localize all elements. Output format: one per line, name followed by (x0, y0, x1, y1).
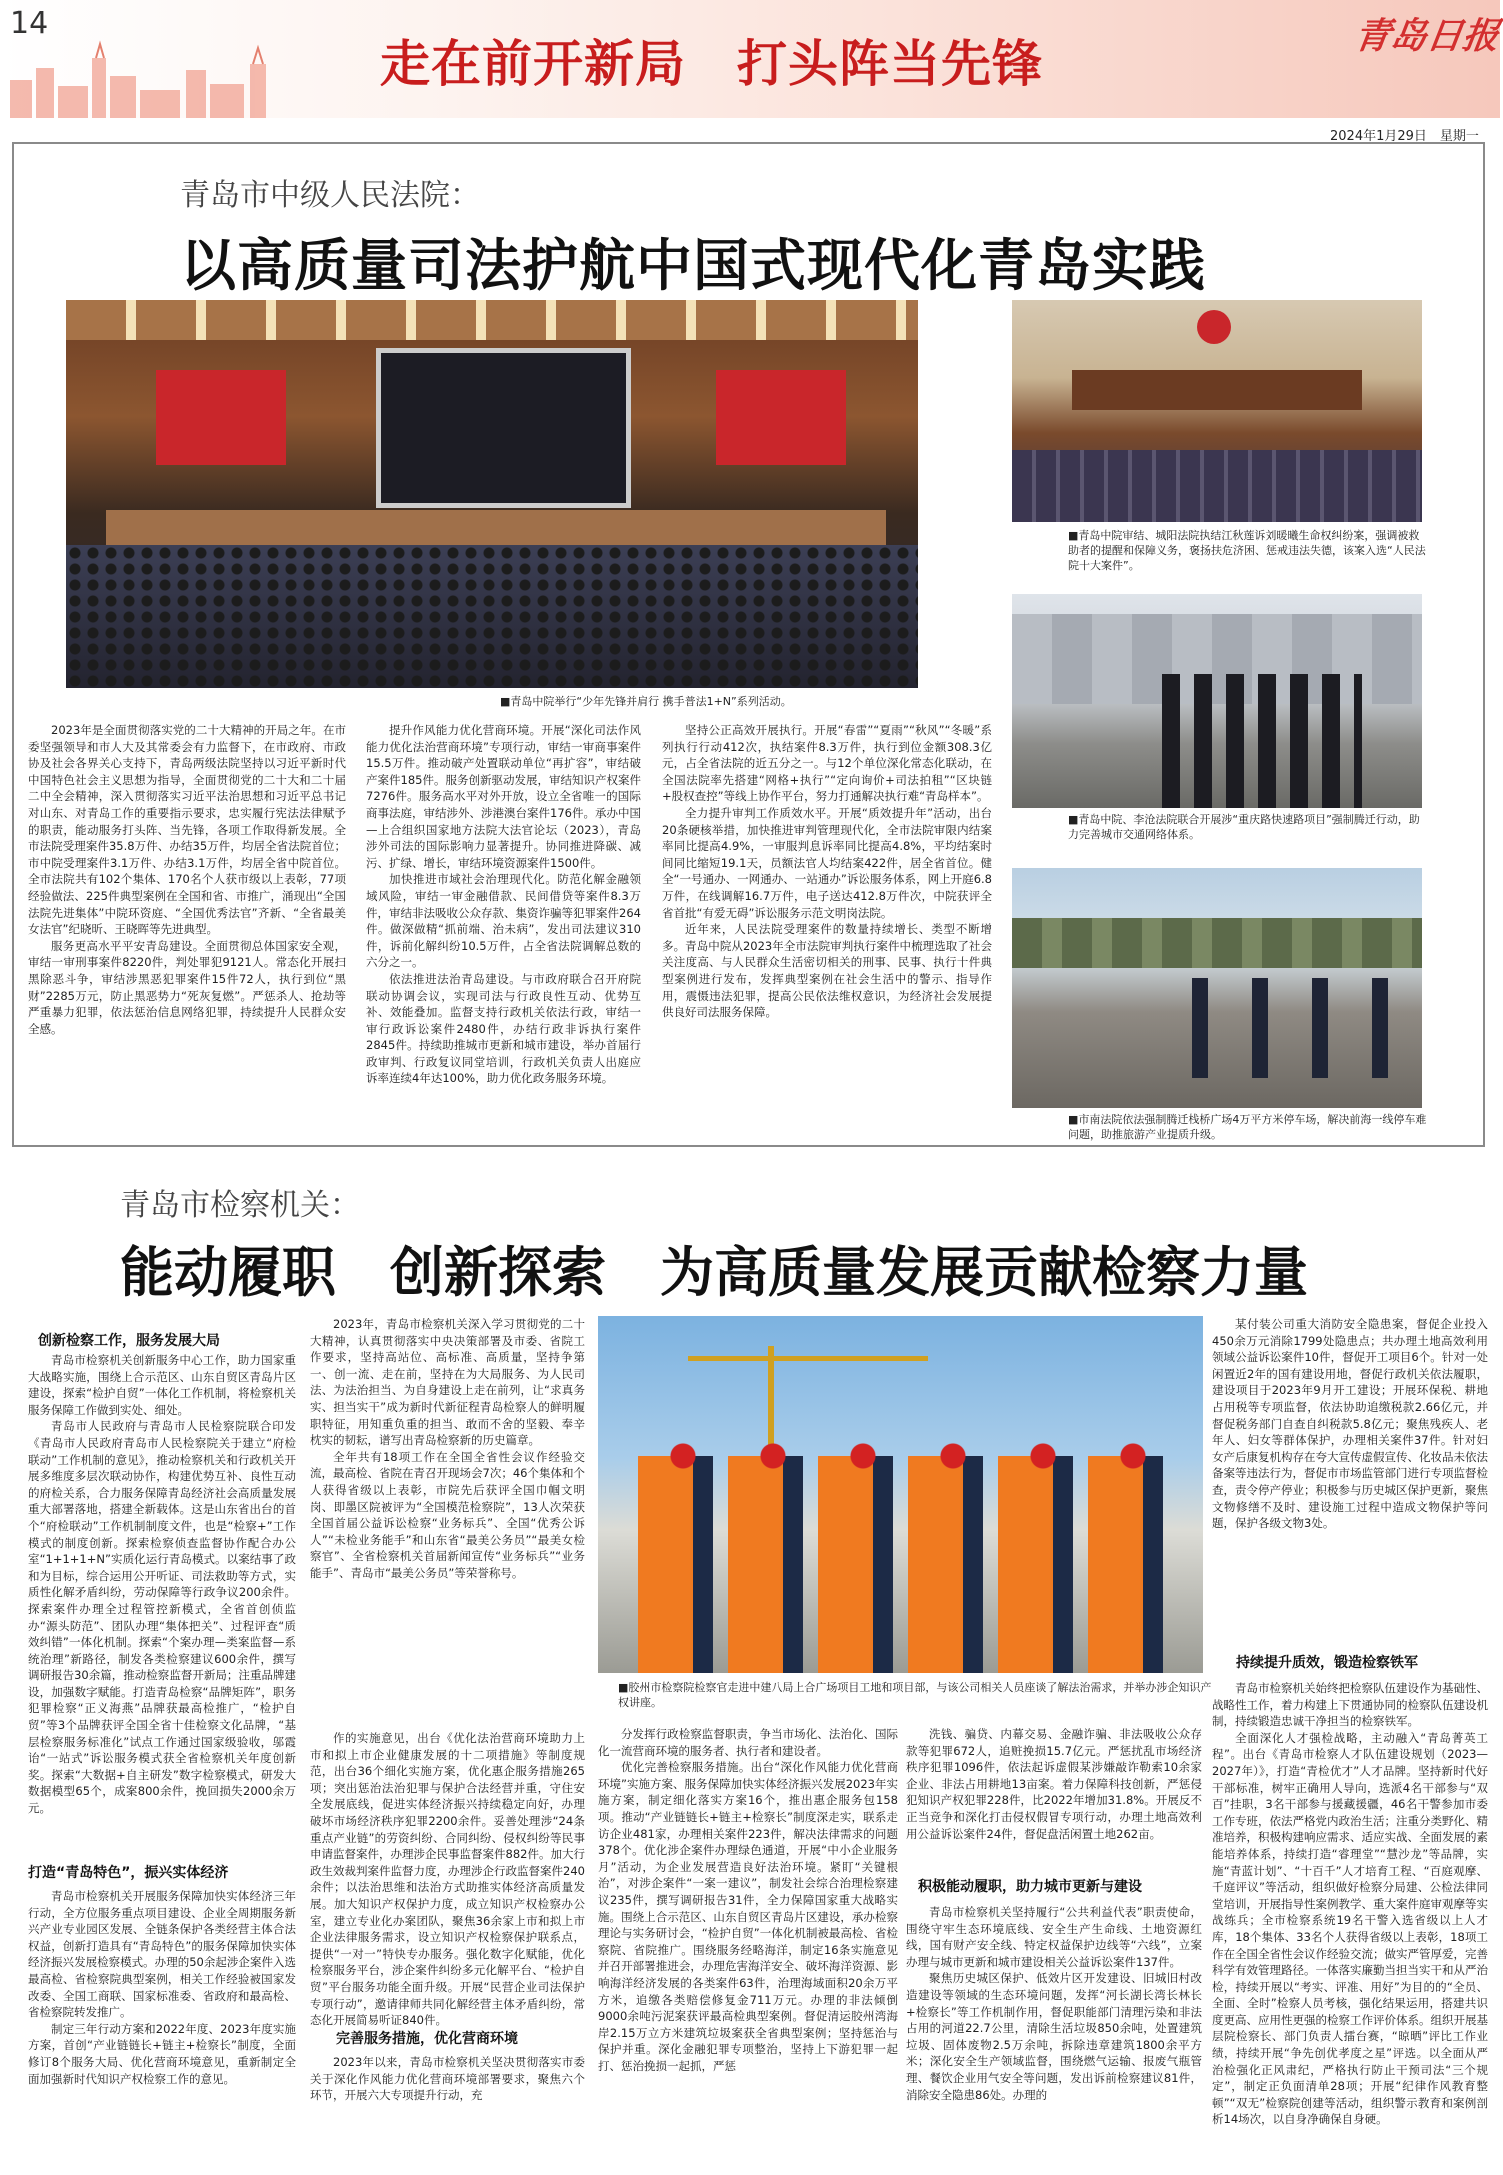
court-text-col-1: 2023年是全面贯彻落实党的二十大精神的开局之年。在市委坚强领导和市人大及其常委会有力监督下，在市政府、市政协及社会各界关心支持下，青岛两级法院坚持以习近平新时代中国特色社会主义思想为指导，全面贯彻党的二十大和二十届二中全会精神，深入贯彻落实习近平法治思想和习近平总书记对山东、对青岛工作的重要指示要求，忠实履行宪法法律赋予的职责，能动服务打头阵、当先锋，各项工作取得新发展。全市法院受理案件35.8万件、办结35万件，均居全省法院首位；市中院受理案件3.1万件、办结3.1万件，均居全省中院首位。全市法院共有102个集体、170名个人获市级以上表彰，77项经验做法、225件典型案例在全国和省、市推广，涌现出“全国法院先进集体”中院环资庭、“全国优秀法官”齐新、“全省最美女法官”纪晓昕、王晓晖等先进典型。 服务更高水平平安青岛建设。全面贯彻总体国家安全观，审结一审刑事案件8220件，判处罪犯9121人。常态化开展扫黑除恶斗争，审结涉黑恶犯罪案件15件72人，执行到位“黑财”2285万元，防止黑恶势力“死灰复燃”。严惩杀人、抢劫等严重暴力犯罪，依法惩治信息网络犯罪，持续提升人民群众安全感。 (28, 723, 346, 1036)
right-banner (716, 370, 846, 465)
hall-ceiling-lights (66, 300, 918, 340)
proc-text-col-5a: 某付装公司重大消防安全隐患案，督促企业投入450余万元消除1799处隐患点；共办理土地高效利用领域公益诉讼案件10件，督促开工项目6个。针对一处闲置近2年的国有建设用地，督促行政机关依法履职，建设项目于2023年9月开工建设；开展环保税、耕地占用税等专项监督，依法协助追缴税款2.66亿元，并督促税务部门自查自纠税款5.8亿元；聚焦残疾人、老年人、妇女等群体保护，办理相关案件37件。针对妇女产后康复机构存在夸大宣传虚假宣传、化妆品未依法备案等违法行为，督促市市场监管部门进行专项监督检查，责令停产停业；积极参与历史城区保护更新，聚焦文物修缮不及时、建设施工过程中造成文物保护等问题，保护各级文物3处。 (1212, 1317, 1488, 1531)
judges-bench (1072, 370, 1362, 410)
court-photo-street (1012, 594, 1422, 808)
hard-hats (638, 1441, 1178, 1471)
workers-group (638, 1456, 1178, 1673)
left-banner (156, 370, 286, 465)
court-photo-caption-4: ■市南法院依法强制腾迁栈桥广场4万平方米停车场，解决前海一线停车难问题，助推旅游产业提质升级。 (1068, 1113, 1427, 1141)
court-headline: 以高质量司法护航中国式现代化青岛实践 (180, 233, 1206, 299)
audience (66, 545, 918, 688)
court-photo-caption-3: ■青岛中院、李沧法院联合开展涉“重庆路快速路项目”强制腾迁行动，助力完善城市交通网络体系。 (1068, 813, 1420, 841)
newspaper-logo: 青岛日报 (1351, 15, 1502, 57)
trees-row (1012, 918, 1422, 968)
court-photo-caption-2: ■青岛中院审结、城阳法院执结江秋莲诉刘暖曦生命权纠纷案，强调被救助者的提醒和保障义务，褒扬扶危济困、惩戒违法失德，该案入选“人民法院十大案件”。 (1068, 529, 1426, 572)
proc-photo-construction (598, 1316, 1203, 1673)
officials-group (1162, 674, 1362, 808)
stage-screen (376, 348, 631, 508)
issue-date: 2024年1月29日 星期一 (1330, 129, 1479, 144)
proc-text-col-1a: 青岛市检察机关创新服务中心工作，助力国家重大战略实施，围绕上合示范区、山东自贸区青岛片区建设，探索“检护自贸”一体化工作机制，将检察机关服务保障工作做到实处、细处。 青岛市人民政府与青岛市人民检察院联合印发《青岛市人民政府青岛市人民检察院关于建立“府检联动”工作机制的意见》，推动检察机关和行政机关开展多维度多层次联动协作，构建优势互补、良性互动的府检关系，合力服务保障青岛经济社会高质量发展重大部署落地，搭建全新载体。这是山东省出台的首个“府检联动”工作机制制度文件，也是“检察+”工作模式的制度创新。探索检察侦查监督协作配合办公室“1+1+1+N”实质化运行青岛模式。以案结事了政和为目标，综合运用公开听证、司法救助等方式，实质性化解矛盾纠纷，劳动保障等行政争议200余件。探索案件办理全过程管控新模式，全省首创侦监办“源头防范”、团队办理“集体把关”、过程评查“质效纠错”一体化机制。探索“个案办理—类案监督—系统治理”新路径，制发各类检察建议600余件，撰写调研报告30余篇，推动检察监督开新局；注重品牌建设，加强数字赋能。打造青岛检察“品牌矩阵”，职务犯罪检察“正义海燕”品牌获最高检推广，“检护自贸”等3个品牌获评全国全省十佳检察文化品牌，“基层检察服务标准化”试点工作通过国家级验收，邬霞诒“一站式”诉讼服务模式获全省检察机关年度创新奖。探索“大数据+自主研发”数字检察模式，研发大数据模型65个，成案800余件，挽回损失2000余万元。 (28, 1353, 296, 1816)
proc-text-col-2b: 作的实施意见，出台《优化法治营商环境助力上市和拟上市企业健康发展的十二项措施》等制度规范，出台36个细化实施方案，优化惠企服务措施265项；突出惩治法治犯罪与保护合法经营并重，守住安全发展底线，促进实体经济振兴持续稳定向好，办理破坏市场经济秩序犯罪2200余件。妥善处理涉“24条重点产业链”的劳资纠纷、合同纠纷、侵权纠纷等民事申请监督案件，办理涉企民事监督案件882件。加大行政生效裁判案件监督力度，办理涉企行政监督案件240余件；以法治思维和法治方式助推实体经济高质量发展。加大知识产权保护力度，成立知识产权检察办公室，建立专业化办案团队，聚焦36余家上市和拟上市企业法律服务需求，设立知识产权检察保护联系点，提供“一对一”特快专办服务。强化数字化赋能，优化检察服务平台，涉企案件纠纷多元化解平台、“检护自贸”平台服务功能全面升级。开展“民营企业司法保护专项行动”，邀请律师共同化解经营主体矛盾纠纷，常态化开展简易听证840件。 (310, 1731, 585, 2028)
proc-text-col-1b: 青岛市检察机关开展服务保障加快实体经济三年行动，全方位服务重点项目建设、企业全周期服务新兴产业专业园区发展、全链条保护各类经营主体合法权益，创新打造具有“青岛特色”的服务保障加快实体经济振兴发展检察模式。办理的50余起涉企案件入选最高检、省检察院典型案例，相关工作经验被国家发改委、全国工商联、国家标准委、省政府和最高检、省检察院转发推广。 制定三年行动方案和2022年度、2023年度实施方案，首创“产业链链长+链主+检察长”制度，全面修订8个服务大局、优化营商环境意见，重新制定全面加强新时代知识产权检察工作的意见。 (28, 1889, 296, 2086)
proc-kicker: 青岛市检察机关： (120, 1188, 360, 1223)
court-photo-caption-1: ■青岛中院举行“少年先锋并肩行 携手普法1+N”系列活动。 (500, 695, 792, 708)
crane-arm (688, 1356, 928, 1361)
gallery-seats (1012, 450, 1422, 522)
officers (1192, 978, 1392, 1078)
proc-text-col-4b: 青岛市检察机关坚持履行“公共利益代表”职责使命，围绕守牢生态环境底线、安全生产生命线、土地资源红线，国有财产安全线、特定权益保护边线等“六线”，立案办理与城市更新和城市建设相关公益诉讼案件137件。 聚焦历史城区保护、低效片区开发建设、旧城旧村改造建设等领域的生态环境问题，发挥“河长湖长湾长林长+检察长”等工作机制作用，督促职能部门清理污染和非法占用的河道22.7公里，清除生活垃圾850余吨，处置建筑垃圾、固体废物2.5万余吨，拆除违章建筑1800余平方米；深化安全生产领域监督，围绕燃气运输、报废气瓶管理、餐饮企业用气安全等问题，发出诉前检察建议81件，消除安全隐患86处。办理的 (906, 1905, 1202, 2102)
page-slogan: 走在前开新局 打头阵当先锋 (380, 34, 1043, 93)
page-number: 14 (10, 6, 49, 41)
proc-photo-caption: ■胶州市检察院检察官走进中建八局上合广场项目工地和项目部，与该公司相关人员座谈了解法治需求，并举办涉企知识产权讲座。 (618, 1681, 1212, 1709)
proc-subhead-4: 积极能动履职，助力城市更新与建设 (918, 1879, 1142, 1895)
proc-text-col-4a: 洗钱、骗贷、内幕交易、金融诈骗、非法吸收公众存款等犯罪672人，追赃挽损15.7亿元。严惩扰乱市场经济秩序犯罪1096件，依法起诉虚假某涉嫌敲诈勒索10余家企业、非法占用耕地13亩案。着力保障科技创新，严惩侵犯知识产权犯罪228件，比2022年增加31.8%。开展反不正当竞争和深化打击侵权假冒专项行动，办理土地高效利用公益诉讼案件24件，督促盘活闲置土地262亩。 (906, 1727, 1202, 1841)
proc-text-col-5b: 青岛市检察机关始终把检察队伍建设作为基础性、战略性工作，着力构建上下贯通协同的检察队伍建设机制，持续锻造忠诚干净担当的检察铁军。 全面深化人才强检战略，主动融入“青岛菁英工程”。出台《青岛市检察人才队伍建设规划（2023—2027年）》，打造“青检优才”人才品牌。坚持新时代好干部标准，树牢正确用人导向，选派4名干部参与“双百”挂职，3名干部参与援藏援疆，46名干警参加市委工作专班，依法严格党内政治生活；注重分类野化、精准培养，积极构建响应需求、适应实战、全面发展的素能培养体系，持续打造“睿理堂”“慧沙龙”等品牌，实施“青蓝计划”、“十百千”人才培育工程、“百庭观摩、千庭评议”等活动，组织做好检察分局建、公检法律同堂培训，开展指导性案例教学、重大案件庭审观摩等实战练兵；全市检察系统19名干警入选省级以上人才库，18个集体、33名个人获得省级以上表彰，18项工作在全国全省性会议作经验交流；做实严管厚爱，完善科学有效管理路径。一体落实廉勤当担当实干和从严治检，持续开展以“考实、评准、用好”为目的的“全员、全面、全时”检察人员考核，强化结果运用，搭建共识度更高、应用性更强的检察工作评价体系。组织开展基层院检察长、部门负责人擂台赛，“晾晒”评比工作业绩，持续开展“争先创优孝度之星”评选。以全面从严治检强化正风肃纪，严格执行防止干预司法“三个规定”，制定正负面清单28项；开展“纪律作风教育整顿”“双无”检察院创建等活动，组织警示教育和案例剖析14场次，以自身净确保自身硬。 (1212, 1681, 1488, 2127)
proc-subhead-1: 创新检察工作，服务发展大局 (38, 1333, 220, 1349)
proc-subhead-2: 打造“青岛特色”，振兴实体经济 (28, 1865, 229, 1881)
proc-text-col-3: 分发挥行政检察监督职责，争当市场化、法治化、国际化一流营商环境的服务者、执行者和建设者。 优化完善检察服务措施。出台“深化作风能力优化营商环境”实施方案、服务保障加快实体经济振兴发展2023年实施方案，制定细化落实方案16个，推出惠企服务包158项。推动“产业链链长+链主+检察长”制度深走实，联系走访企业481家，办理相关案件223件，解决法律需求的问题378个。优化涉企案件办理绿色通道，开展“中小企业服务月”活动，为企业发展营造良好法治环境。紧盯“关键根治”，对涉企案件“一案一建议”，制发社会综合治理检察建议235件，撰写调研报告31件，全力保障国家重大战略实施。围绕上合示范区、山东自贸区青岛片区建设，承办检察理论与实务研讨会，“检护自贸”一体化机制被最高检、省检察院、省院推广。围绕服务经略海洋，制定16条实施意见并召开部署推进会，办理危害海洋安全、破坏海洋资源、影响海洋经济发展的各类案件63件，治理海域面积20余万平方米，追缴各类赔偿修复金711万元。办理的非法倾倒9000余吨污泥案获评最高检典型案例。督促清运胶州湾海岸2.15万立方米建筑垃圾案获全省典型案例；坚持惩治与保护并重。深化金融犯罪专项整治，坚持上下游犯罪一起打、惩治挽损一起抓，严惩 (598, 1727, 898, 2073)
skyline-illustration (0, 40, 300, 118)
stage-floor (106, 510, 886, 550)
court-photo-square (1012, 868, 1422, 1108)
court-text-col-3: 坚持公正高效开展执行。开展“春雷”“夏雨”“秋风”“冬暖”系列执行行动412次，执结案件8.3万件，执行到位金额308.3亿元，占全省法院的近五分之一。与12个单位深化常态化联动，在全国法院率先搭建“网格+执行”“定向询价+司法拍租”“区块链+股权查控”等线上协作平台，努力打通解决执行难“青岛样本”。 全力提升审判工作质效水平。开展“质效提升年”活动，出台20条硬核举措，加快推进审判管理现代化，全市法院审限内结案率同比提高4.9%，一审服判息诉率同比提高4.8%，平均结案时间同比缩短19.1天，员额法官人均结案422件，居全省首位。健全“一号通办、一网通办、一站通办”诉讼服务体系，网上开庭6.8万件，在线调解16.7万件，电子送达412.8万件次，中院获评全省首批“有爱无碍”诉讼服务示范文明岗法院。 近年来，人民法院受理案件的数量持续增长、类型不断增多。青岛中院从2023年全市法院审判执行案件中梳理选取了社会关注度高、与人民群众生活密切相关的刑事、民事、执行十件典型案例进行发布，发挥典型案例在社会生活中的警示、指导作用，震慑违法犯罪，提高公民依法维权意识，为经济社会发展提供良好司法服务保障。 (662, 723, 992, 1020)
court-photo-courtroom (1012, 300, 1422, 522)
proc-text-col-2a: 2023年，青岛市检察机关深入学习贯彻党的二十大精神，认真贯彻落实中央决策部署及市委、省院工作要求，坚持高站位、高标准、高质量，坚持争第一、创一流、走在前，坚持在为大局服务、为人民司法、为法治担当、为自身建设上走在前列，让“求真务实、担当实干”成为新时代新征程青岛检察人的鲜明履职特征，用知重负重的担当、敢而不舍的坚毅、奉辛枕实的韧耘，谱写出青岛检察新的历史篇章。 全年共有18项工作在全国全省性会议作经验交流，最高检、省院在青召开现场会7次；46个集体和个人获得省级以上表彰，市院先后获评全国巾帼文明岗、即墨区院被评为“全国模范检察院”，13人次荣获全国首届公益诉讼检察“业务标兵”、全国“优秀公诉人”“未检业务能手”和山东省“最美公务员”“最美女检察官”、全省检察机关首届新闻宣传“业务标兵”“业务能手”、青岛市“最美公务员”等荣誉称号。 (310, 1317, 585, 1580)
court-photo-lecture (66, 300, 918, 688)
proc-text-col-2c: 2023年以来，青岛市检察机关坚决贯彻落实市委关于深化作风能力优化营商环境部署要求，聚焦六个环节，开展六大专项提升行动，充 (310, 2055, 585, 2103)
court-kicker: 青岛市中级人民法院： (180, 178, 480, 213)
proc-subhead-3: 完善服务措施，优化营商环境 (336, 2031, 518, 2047)
court-text-col-2: 提升作风能力优化营商环境。开展“深化司法作风能力优化法治营商环境”专项行动，审结一审商事案件15.5万件。推动破产处置联动单位“再扩容”，审结破产案件185件。服务创新驱动发展，审结知识产权案件7276件。服务高水平对外开放，设立全省唯一的国际商事法庭，审结涉外、涉港澳台案件176件。承办中国—上合组织国家地方法院大法官论坛（2023），青岛涉外司法的国际影响力显著提升。协同推进降碳、减污、扩绿、增长，审结环境资源案件1500件。 加快推进市域社会治理现代化。防范化解金融领域风险，审结一审金融借款、民间借贷等案件8.3万件，审结非法吸收公众存款、集资诈骗等犯罪案件264件。做深做精“抓前端、治未病”，发出司法建议310件，诉前化解纠纷10.5万件，占全省法院调解总数的六分之一。 依法推进法治青岛建设。与市政府联合召开府院联动协调会议，实现司法与行政良性互动、优势互补、效能叠加。监督支持行政机关依法行政，审结一审行政诉讼案件2480件，办结行政非诉执行案件2845件。持续助推城市更新和城市建设，举办首届行政审判、行政复议同堂培训，行政机关负责人出庭应诉率连续4年达100%，助力优化政务服务环境。 (366, 723, 641, 1086)
proc-headline: 能动履职 创新探索 为高质量发展贡献检察力量 (120, 1240, 1308, 1304)
court-emblem (1197, 310, 1231, 344)
proc-subhead-5: 持续提升质效，锻造检察铁军 (1236, 1655, 1418, 1671)
